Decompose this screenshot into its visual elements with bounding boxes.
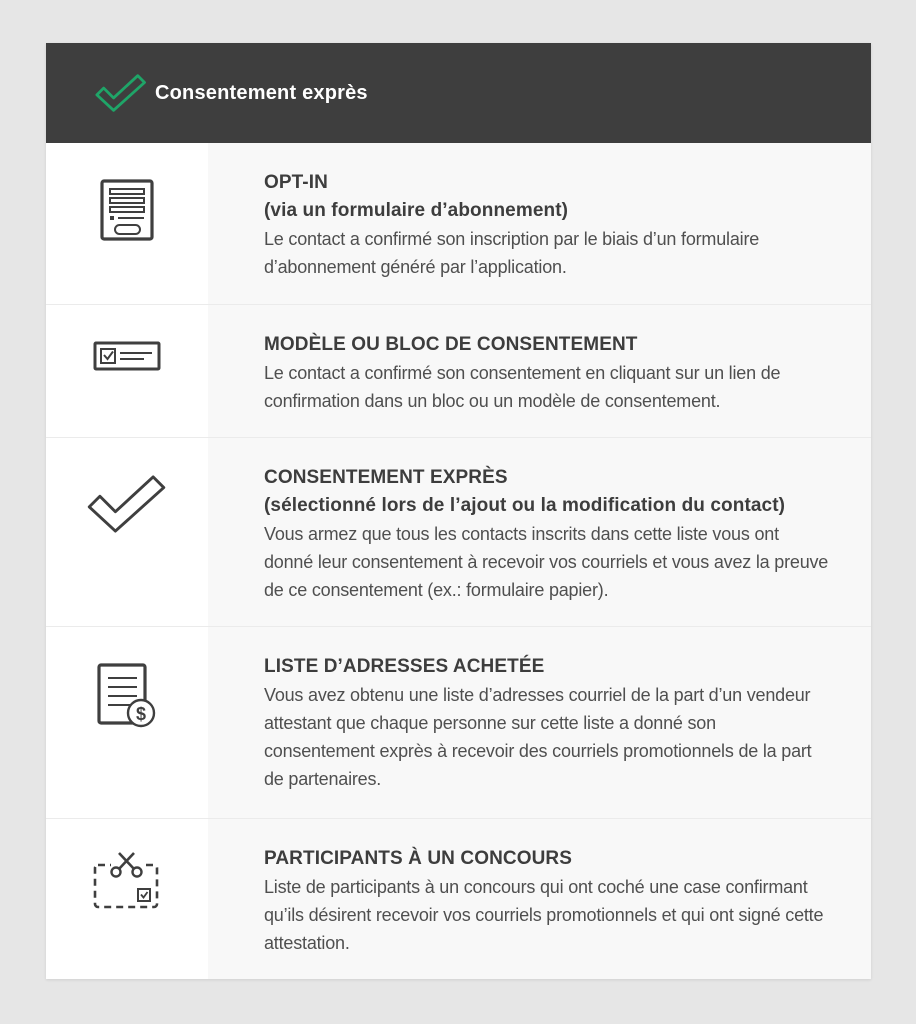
card-header — [46, 43, 871, 143]
subscription-form-icon — [46, 143, 208, 304]
green-check-icon — [95, 72, 147, 114]
row-title: PARTICIPANTS À UN CONCOURS — [264, 848, 573, 869]
svg-text:$: $ — [135, 704, 147, 724]
row-subtitle: (sélectionné lors de l’ajout ou la modification du contact) — [264, 495, 786, 516]
row-body: Le contact a confirmé son inscription par le biais d’un formulaire d’abonnement généré par l’application. — [264, 229, 760, 277]
consent-row-express-consent — [46, 437, 871, 626]
consent-row-purchased-list — [46, 626, 871, 818]
consent-types-card — [46, 43, 871, 979]
row-subtitle: (via un formulaire d’abonnement) — [264, 200, 569, 221]
consent-row-consent-block — [46, 304, 871, 437]
row-body: Le contact a confirmé son consentement en cliquant sur un lien de confirmation dans un bloc ou un modèle de consentement. — [264, 363, 781, 411]
row-text — [208, 438, 871, 626]
purchased-list-icon — [46, 627, 208, 818]
consent-row-opt-in — [46, 143, 871, 304]
row-body: Vous armez que tous les contacts inscrits dans cette liste vous ont donné leur consentement à recevoir vos courriels et vous avez la preuve de ce consentement (ex.: formulaire papier). — [264, 524, 829, 600]
row-text — [208, 305, 871, 437]
row-text — [208, 627, 871, 818]
consent-row-contest-participants — [46, 818, 871, 979]
row-title: LISTE D’ADRESSES ACHETÉE — [264, 656, 545, 677]
row-title: OPT-IN — [264, 172, 328, 193]
row-title: CONSENTEMENT EXPRÈS — [264, 467, 508, 488]
row-body: Liste de participants à un concours qui ont coché une case confirmant qu’ils désirent recevoir vos courriels promotionnels et qui ont signé cette attestation. — [264, 877, 824, 953]
contest-coupon-icon — [46, 819, 208, 979]
row-text — [208, 819, 871, 979]
row-body: Vous avez obtenu une liste d’adresses courriel de la part d’un vendeur attestant que chaque personne sur cette liste a donné son consentement exprès à recevoir des courriels promotionnels de la part de partenaires. — [264, 685, 812, 789]
row-text — [208, 143, 871, 304]
row-title: MODÈLE OU BLOC DE CONSENTEMENT — [264, 334, 638, 355]
card-title: Consentement exprès — [155, 81, 368, 104]
consent-block-icon — [46, 305, 208, 437]
express-consent-check-icon — [46, 438, 208, 626]
